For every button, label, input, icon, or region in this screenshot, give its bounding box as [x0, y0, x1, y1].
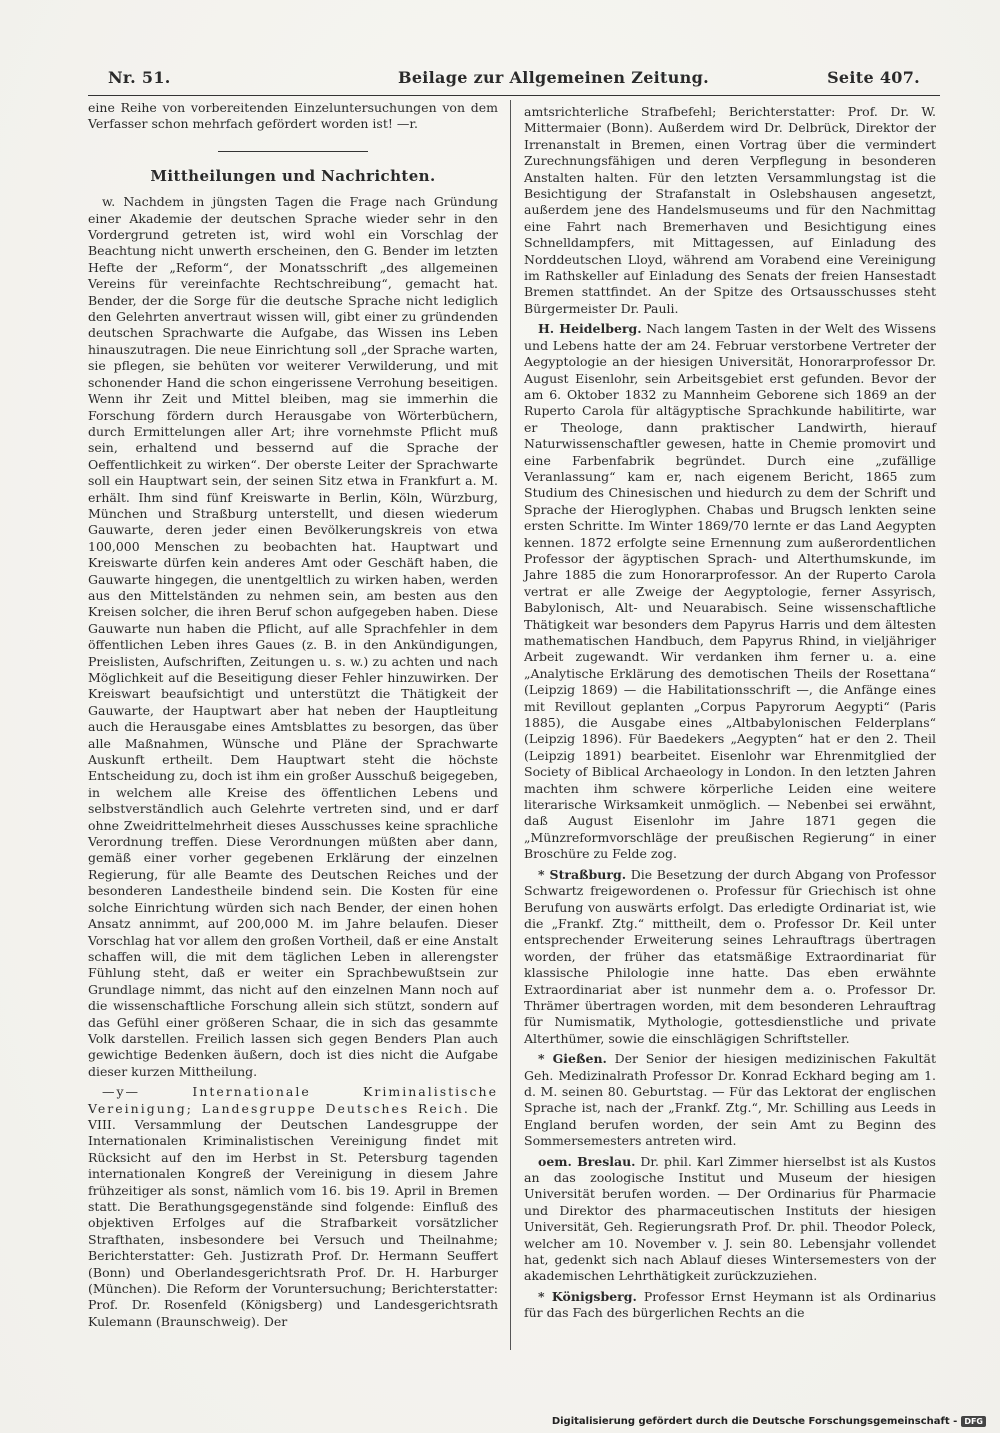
- column-divider: [510, 100, 511, 1350]
- article-breslau-body: Dr. phil. Karl Zimmer hierselbst ist als Kustos an das zoologische Institut und Museum der hiesigen Universität berufen worden. — Der Ordinarius für Pharmacie und Direktor des pharmaceutischen Instituts der hiesigen Universität, Geh. Regierungsrath Prof. Dr. phil. Theodor Poleck, welcher am 10. November v. J. sein 80. Lebensjahr vollendet hat, gedenkt sich nach Ablauf dieses Wintersemesters von der akademischen Lehrthätigkeit zurückzuziehen.: [524, 1153, 936, 1284]
- article-koenigsberg-lead: * Königsberg.: [538, 1288, 637, 1304]
- page-header: [108, 68, 920, 90]
- article-kriminalistik-lead: —y— Internationale Kriminalistische Vereinigung; Landesgruppe Deutsches Reich.: [88, 1084, 498, 1116]
- article-kriminalistik-body: Die VIII. Versammlung der Deutschen Landesgruppe der Internationalen Kriminalistischen Vereinigung findet mit Rücksicht auf den im Herbst in St. Petersburg tagenden internationalen Kongreß der Vereinigung in diesem Jahre frühzeitiger als sonst, nämlich vom 16. bis 19. April in Bremen statt. Die Berathungsgegenstände sind folgende: Einfluß des objektiven Erfolges auf die Strafbarkeit vorsätzlicher Strafthaten, insbesondere bei Versuch und Theilnahme; Berichterstatter: Geh. Justizrath Prof. Dr. Hermann Seuffert (Bonn) und Oberlandesgerichtsrath Prof. Dr. H. Harburger (München). Die Reform der Voruntersuchung; Berichterstatter: Prof. Dr. Rosenfeld (Königsberg) und Landesgerichtsrath Kulemann (Braunschweig). Der: [88, 1100, 498, 1329]
- article-koenigsberg-body: Professor Ernst Heymann ist als Ordinarius für das Fach des bürgerlichen Rechts an die: [524, 1288, 936, 1321]
- article-strassburg: [524, 867, 936, 1047]
- digitization-footer: [552, 1416, 986, 1427]
- article-koenigsberg: [524, 1289, 936, 1322]
- page-number: Seite 407.: [827, 68, 920, 87]
- publication-title: Beilage zur Allgemeinen Zeitung.: [398, 68, 709, 87]
- article-strassburg-body: Die Besetzung der durch Abgang von Professor Schwartz freigewordenen o. Professur für Griechisch ist ohne Berufung von auswärts erfolgt. Das erledigte Ordinariat ist, wie die „Frankf. Ztg.“ mittheilt, dem o. Professor Dr. Keil unter entsprechender Erweiterung seines Lehrauftrags übertragen worden, der früher das etatsmäßige Extraordinariat für klassische Philologie inne hatte. Das eben erwähnte Extraordinariat aber ist nunmehr dem a. o. Professor Dr. Thrämer übertragen worden, mit dem besonderen Lehrauftrag für Numismatik, Mythologie, gottesdienstliche und private Alterthümer, sowie die einschlägigen Schriftsteller.: [524, 866, 936, 1046]
- article-giessen-lead: * Gießen.: [538, 1051, 607, 1067]
- article-breslau: [524, 1154, 936, 1285]
- section-title: Mittheilungen und Nachrichten.: [150, 166, 436, 185]
- article-heidelberg-body: Nach langem Tasten in der Welt des Wissens und Lebens hatte der am 24. Februar verstorbene Vertreter der Aegyptologie an der hiesigen Universität, Honorarprofessor Dr. August Eisenlohr, sein Arbeitsgebiet erst gefunden. Bevor der am 6. Oktober 1832 zu Mannheim Geborene sich 1869 an der Ruperto Carola für altägyptische Sprachkunde habilitirte, war er Theologe, dann praktischer Landwirth, hierauf Naturwissenschaftler gewesen, hatte in Chemie promovirt und eine Farbenfabrik begründet. Durch eine „zufällige Veranlassung“ kam er, nach eigenem Bericht, 1865 zum Studium des Chinesischen und hiedurch zu dem der Schrift und Sprache der Hieroglyphen. Chabas und Brugsch lenkten seine ersten Schritte. Im Winter 1869/70 lernte er das Land Aegypten kennen. 1872 erfolgte seine Ernennung zum außerordentlichen Professor der ägyptischen Sprach- und Alterthumskunde, im Jahre 1885 die zum Honorarprofessor. An der Ruperto Carola vertrat er alle Zweige der Aegyptologie, ferner Assyrisch, Babylonisch, Alt- und Neuarabisch. Seine wissenschaftliche Thätigkeit war besonders dem Papyrus Harris und dem ältesten mathematischen Handbuch, dem Papyrus Rhind, in vieljähriger Arbeit zugewandt. Wir verdanken ihm ferner u. a. eine „Analytische Erklärung des demotischen Theils der Rosettana“ (Leipzig 1869) — die Habilitationsschrift —, die Anfänge eines mit Revillout geplanten „Corpus Papyrorum Aegypti“ (Paris 1885), die Ausgabe eines „Altbabylonischen Felderplans“ (Leipzig 1896). Für Baedekers „Aegypten“ hat er den 2. Theil (Leipzig 1891) bearbeitet. Eisenlohr war Ehrenmitglied der Society of Biblical Archaeology in London. In den letzten Jahren machten ihm schwere körperliche Leiden eine weitere literarische Wirksamkeit unmöglich. — Nebenbei sei erwähnt, daß August Eisenlohr im Jahre 1871 gegen die „Münzreformvorschläge der preußischen Regierung“ in einer Broschüre zu Felde zog.: [524, 321, 936, 862]
- issue-number: Nr. 51.: [108, 68, 171, 87]
- footer-credit: Digitalisierung gefördert durch die Deutsche Forschungsgemeinschaft -: [551, 1416, 958, 1427]
- article-kriminalistik: [88, 1084, 498, 1330]
- section-divider: [218, 151, 368, 152]
- header-divider: [88, 95, 940, 96]
- article-giessen: [524, 1051, 936, 1149]
- article-strassburg-lead: * Straßburg.: [538, 866, 627, 882]
- dfg-logo-icon: DFG: [961, 1416, 986, 1427]
- article-sprachwarte: w. Nachdem in jüngsten Tagen die Frage nach Gründung einer Akademie der deutschen Sprache wieder sehr in den Vordergrund getreten ist, wird wohl ein Vorschlag der Beachtung nicht unwerth erscheinen, den G. Bender im letzten Hefte der „Reform“, der Monatsschrift „des allgemeinen Vereins für vereinfachte Rechtschreibung“, gemacht hat. Bender, der die Sorge für die deutsche Sprache nicht lediglich den Gelehrten anvertraut wissen will, gibt einer zu gründenden deutschen Sprachwarte die Aufgabe, das Wissen ins Leben hinauszutragen. Die neue Einrichtung soll „der Sprache warten, sie pflegen, sie behüten vor weiterer Verwilderung, und mit schonender Hand die schon eingerissene Verrohung beseitigen. Wenn ihr Zeit und Mittel bleiben, mag sie immerhin die Forschung fördern durch Herausgabe von Wörterbüchern, durch Ermittelungen aller Art; ihre vornehmste Pflicht muß sein, erhaltend und bessernd auf die Sprache der Oeffentlichkeit zu wirken“. Der oberste Leiter der Sprachwarte soll ein Hauptwart sein, der seinen Sitz etwa in Frankfurt a. M. erhält. Ihm sind fünf Kreiswarte in Berlin, Köln, Würzburg, München und Straßburg unterstellt, und diesen wiederum Gauwarte, deren jeder einen Bevölkerungskreis von etwa 100,000 Menschen zu beobachten hat. Hauptwart und Kreiswarte dürfen kein anderes Amt oder Geschäft haben, die Gauwarte hingegen, die unentgeltlich zu wirken haben, werden aus den Mittelständen zu nehmen sein, am besten aus den Kreisen solcher, die ihren Beruf schon aufgegeben haben. Diese Gauwarte nun haben die Pflicht, auf alle Sprachfehler in dem öffentlichen Leben ihres Gaues (z. B. in den Ankündigungen, Preislisten, Aufschriften, Zeitungen u. s. w.) zu achten und nach Möglichkeit auf die Beseitigung dieser Fehler hinzuwirken. Der Kreiswart beaufsichtigt und unterstützt die Thätigkeit der Gauwarte, der Hauptwart aber hat neben der Hauptleitung auch die Herausgabe eines Amtsblattes zu besorgen, das über alle Maßnahmen, Wünsche und Pläne der Sprachwarte Auskunft ertheilt. Dem Hauptwart steht die höchste Entscheidung zu, doch ist ihm ein großer Ausschuß beigegeben, in welchem alle Kreise des öffentlichen Lebens und selbstverständlich auch Gelehrte vertreten sind, und er darf ohne Zweidrittelmehrheit dieses Ausschusses keine sprachliche Verordnung treffen. Diese Verordnungen müßten aber dann, gemäß einer vorher gegebenen Erklärung der einzelnen Regierung, für alle Beamte des Deutschen Reiches und der besonderen Landestheile bindend sein. Die Kosten für eine solche Einrichtung würden sich nach Bender, der einen hohen Ansatz annimmt, auf 200,000 M. im Jahre belaufen. Dieser Vorschlag hat vor allem den großen Vortheil, daß er eine Anstalt schaffen will, die mit dem täglichen Leben in allerengster Fühlung steht, daß er weiter ein Sprachbewußtsein zur Grundlage nimmt, das nicht auf den einzelnen Mann noch auf die wissenschaftliche Forschung allein sich stützt, sondern auf das Gefühl einer größeren Schaar, die in sich das gesammte Volk darstellen. Freilich lassen sich gegen Benders Plan auch gewichtige Bedenken äußern, doch ist dies nicht die Aufgabe dieser kurzen Mittheilung.: [88, 194, 498, 1079]
- article-heidelberg-lead: H. Heidelberg.: [538, 321, 642, 337]
- article-heidelberg: [524, 321, 936, 862]
- article-giessen-body: Der Senior der hiesigen medizinischen Fakultät Geh. Medizinalrath Professor Dr. Konrad Eckhard beging am 1. d. M. seinen 80. Geburtstag. — Für das Lektorat der englischen Sprache ist, nach der „Frankf. Ztg.“, Mr. Schilling aus Leeds in England berufen worden, der sein Amt zu Beginn des Sommersemesters antreten wird.: [524, 1051, 936, 1149]
- intro-paragraph: eine Reihe von vorbereitenden Einzeluntersuchungen von dem Verfasser schon mehrfach gefördert worden ist! —r.: [88, 100, 498, 132]
- article-continued: amtsrichterliche Strafbefehl; Berichterstatter: Prof. Dr. W. Mittermaier (Bonn). Außerdem wird Dr. Delbrück, Direktor der Irrenanstalt in Bremen, einen Vortrag über die vermindert Zurechnungsfähigen und deren Verpflegung in besonderen Anstalten halten. Für den letzten Versammlungstag ist die Besichtigung der Strafanstalt in Oslebshausen angesetzt, außerdem jene des Handelsmuseums und für den Nachmittag eine Fahrt nach Bremerhaven und Besichtigung eines Schnelldampfers, mit Mittagessen, auf Einladung des Norddeutschen Lloyd, während am Vorabend eine Vereinigung im Rathskeller auf Einladung des Senats der freien Hansestadt Bremen stattfindet. An der Spitze des Ortsausschusses steht Bürgermeister Dr. Pauli.: [524, 104, 936, 316]
- left-column: [88, 100, 498, 1330]
- article-breslau-lead: oem. Breslau.: [538, 1153, 636, 1169]
- right-column: [524, 104, 936, 1322]
